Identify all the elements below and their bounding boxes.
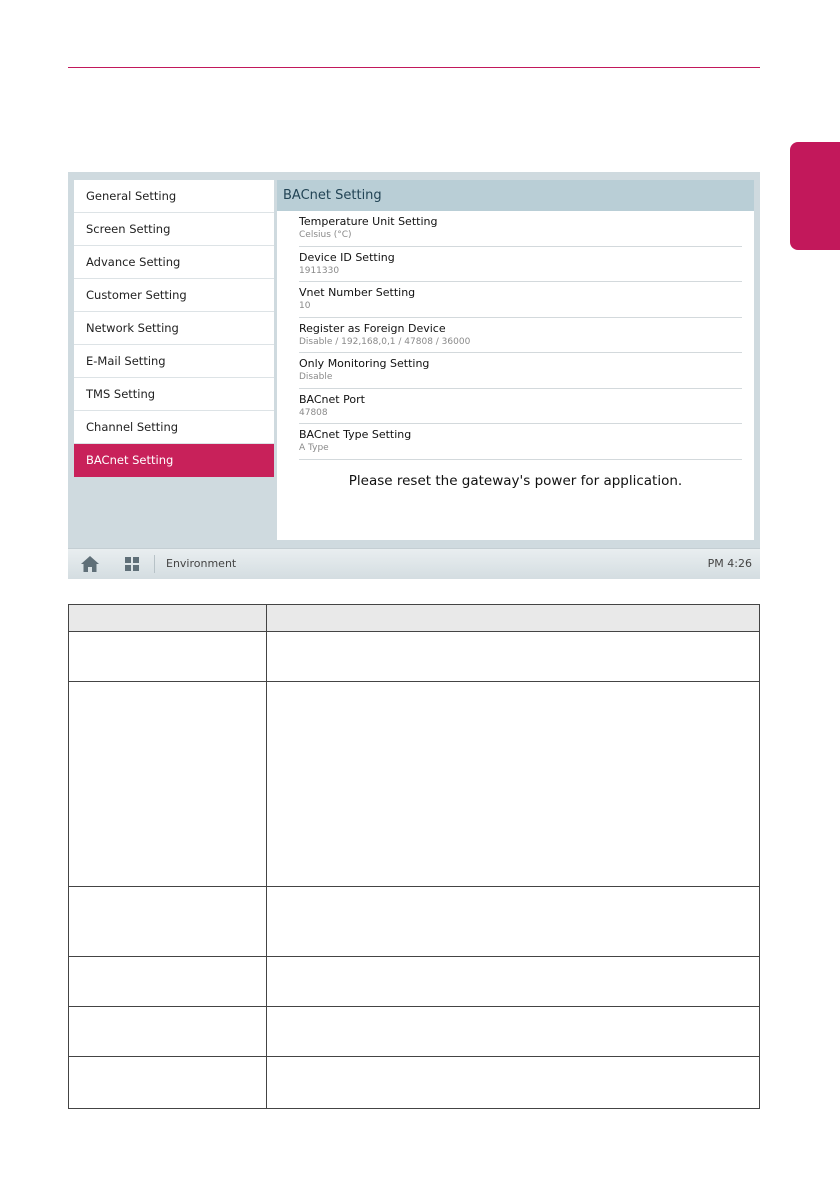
top-rule (68, 67, 760, 68)
setting-bacnet-type[interactable] (299, 424, 742, 460)
setting-value: 10 (299, 301, 311, 311)
settings-panel (277, 180, 754, 540)
setting-bacnet-port[interactable] (299, 389, 742, 425)
setting-label: Temperature Unit Setting (299, 215, 438, 228)
reset-notice: Please reset the gateway's power for application. (348, 472, 683, 489)
description-table (68, 604, 760, 1109)
home-icon[interactable] (80, 555, 100, 573)
panel-title: BACnet Setting (277, 180, 754, 211)
setting-label: Register as Foreign Device (299, 321, 446, 335)
table-cell (267, 957, 760, 1007)
breadcrumb-environment: Environment (166, 557, 237, 570)
table-row (69, 1007, 760, 1057)
setting-label: BACnet Port (299, 392, 365, 406)
table-cell (69, 957, 267, 1007)
setting-only-monitoring[interactable] (299, 353, 742, 389)
table-row (69, 632, 760, 682)
table-cell (69, 887, 267, 957)
table-cell (267, 682, 760, 887)
setting-value: Disable / 192,168,0,1 / 47808 / 36000 (299, 336, 471, 347)
table-header-row (69, 605, 760, 632)
gateway-screen (68, 172, 760, 578)
setting-value: 47808 (299, 407, 328, 418)
grid-icon[interactable] (125, 557, 139, 571)
table-cell (267, 1057, 760, 1109)
setting-label: Vnet Number Setting (299, 286, 416, 299)
setting-label: Device ID Setting (299, 250, 395, 264)
setting-temperature-unit[interactable] (299, 211, 742, 247)
setting-value: 1911330 (299, 265, 340, 276)
setting-label: BACnet Type Setting (299, 428, 412, 441)
table-cell (267, 887, 760, 957)
setting-vnet-number[interactable] (299, 282, 742, 318)
table-cell (267, 1007, 760, 1057)
settings-sidebar (74, 180, 274, 477)
table-cell (69, 632, 267, 682)
bottom-bar (68, 548, 760, 579)
setting-value: Celsius (°C) (299, 230, 352, 240)
setting-label: Only Monitoring Setting (299, 357, 430, 370)
sidebar-item-bacnet[interactable]: BACnet Setting (74, 444, 274, 477)
setting-device-id[interactable] (299, 247, 742, 283)
sidebar-item-tms[interactable]: TMS Setting (74, 378, 274, 411)
sidebar-item-channel[interactable]: Channel Setting (74, 411, 274, 444)
sidebar-item-network[interactable]: Network Setting (74, 312, 274, 345)
table-cell (69, 682, 267, 887)
table-row (69, 887, 760, 957)
sidebar-item-email[interactable]: E-Mail Setting (74, 345, 274, 378)
table-cell (69, 1057, 267, 1109)
table-cell (267, 632, 760, 682)
sidebar-item-general[interactable]: General Setting (74, 180, 274, 213)
sidebar-item-screen[interactable]: Screen Setting (74, 213, 274, 246)
setting-foreign-device[interactable] (299, 318, 742, 354)
table-row (69, 957, 760, 1007)
bar-divider (154, 555, 155, 573)
table-row (69, 682, 760, 887)
table-header-cell (69, 605, 267, 632)
setting-value: Disable (299, 372, 333, 382)
sidebar-item-advance[interactable]: Advance Setting (74, 246, 274, 279)
sidebar-item-customer[interactable]: Customer Setting (74, 279, 274, 312)
clock: PM 4:26 (707, 557, 752, 570)
setting-value: A Type (299, 443, 329, 453)
table-row (69, 1057, 760, 1109)
table-header-cell (267, 605, 760, 632)
chapter-tab (790, 142, 840, 250)
table-cell (69, 1007, 267, 1057)
